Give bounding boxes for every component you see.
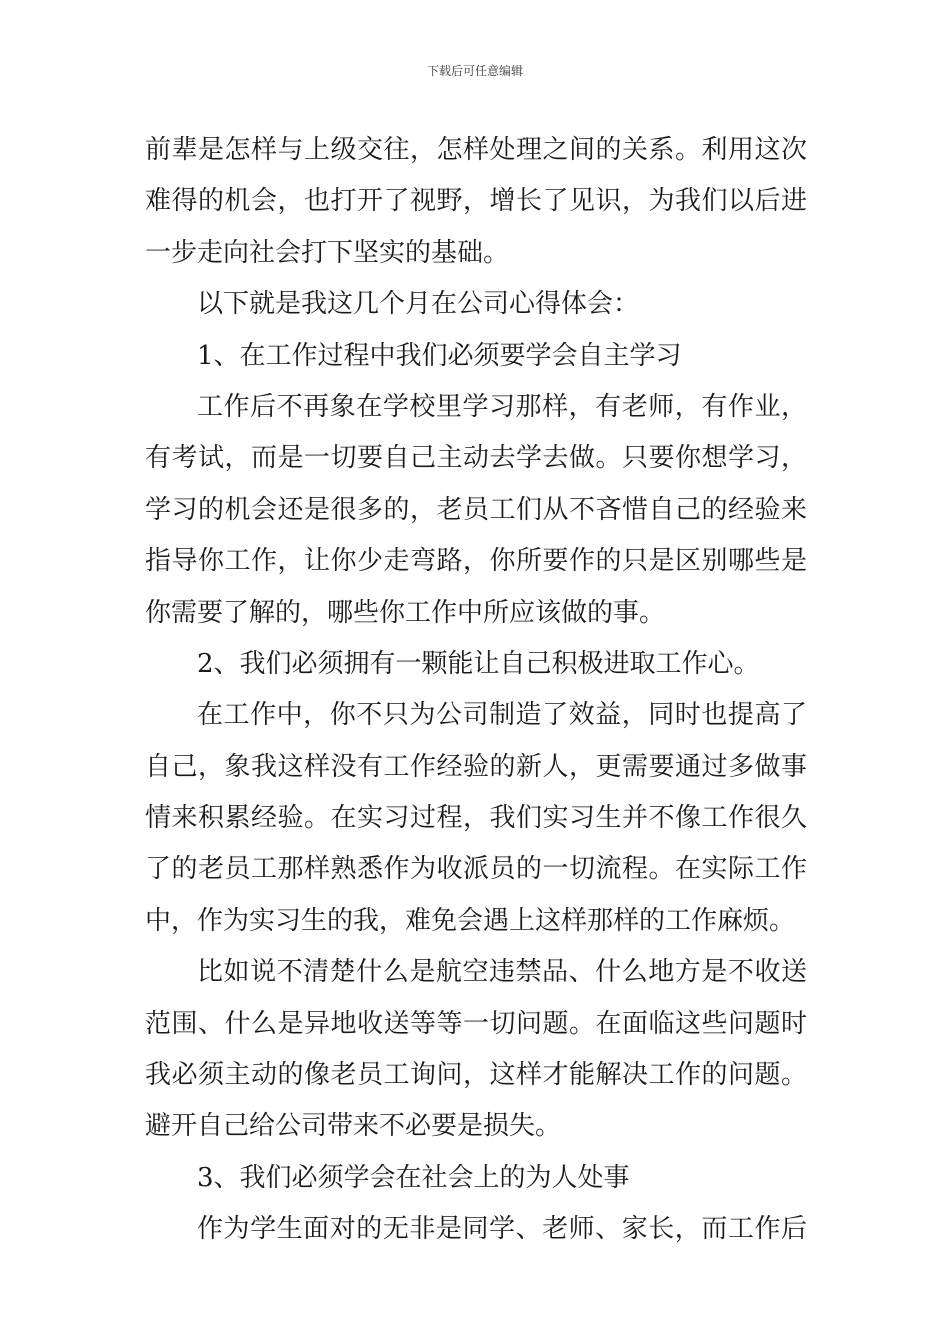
text-line: 你需要了解的，哪些你工作中所应该做的事。	[145, 597, 666, 628]
text-line: 学习的机会还是很多的，老员工们从不吝惜自己的经验来	[145, 494, 807, 525]
text-line: 范围、什么是异地收送等等一切问题。在面临这些问题时	[145, 1008, 807, 1039]
text-line: 在工作中，你不只为公司制造了效益，同时也提高了	[197, 700, 807, 731]
text-line: 3、我们必须学会在社会上的为人处事	[197, 1162, 630, 1193]
text-line: 难得的机会，也打开了视野，增长了见识，为我们以后进	[145, 186, 807, 217]
page-header: 下载后可任意编辑	[426, 64, 523, 78]
section-heading-2	[145, 639, 807, 690]
text-line: 中，作为实习生的我，难免会遇上这样那样的工作麻烦。	[145, 905, 796, 936]
text-line: 情来积累经验。在实习过程，我们实习生并不像工作很久	[145, 803, 807, 834]
section-heading-1	[145, 331, 807, 382]
paragraph-work-attitude	[145, 690, 807, 947]
text-line: 有考试，而是一切要自己主动去学去做。只要你想学习，	[145, 443, 807, 474]
text-line: 2、我们必须拥有一颗能让自己积极进取工作心。	[197, 648, 760, 679]
text-line: 前辈是怎样与上级交往，怎样处理之间的关系。利用这次	[145, 135, 807, 165]
text-line: 我必须主动的像老员工询问，这样才能解决工作的问题。	[145, 1060, 807, 1091]
paragraph-social-skills	[145, 1204, 807, 1255]
text-line: 1、在工作过程中我们必须要学会自主学习	[197, 340, 682, 371]
section-heading-3	[145, 1153, 807, 1204]
paragraph-intro-continuation	[145, 125, 807, 279]
text-line: 指导你工作，让你少走弯路，你所要作的只是区别哪些是	[145, 546, 807, 577]
text-line: 以下就是我这几个月在公司心得体会：	[197, 289, 640, 320]
text-line: 自己，象我这样没有工作经验的新人，更需要通过多做事	[145, 751, 807, 782]
text-line: 了的老员工那样熟悉作为收派员的一切流程。在实际工作	[145, 854, 807, 885]
paragraph-summary-intro	[145, 279, 807, 330]
text-line: 作为学生面对的无非是同学、老师、家长，而工作后	[197, 1214, 807, 1245]
text-line: 避开自己给公司带来不必要是损失。	[145, 1111, 562, 1142]
text-line: 比如说不清楚什么是航空违禁品、什么地方是不收送	[197, 957, 807, 988]
text-line: 工作后不再象在学校里学习那样，有老师，有作业，	[197, 391, 807, 422]
paragraph-self-study	[145, 382, 807, 639]
document-body	[145, 125, 807, 1256]
text-line: 一步走向社会打下坚实的基础。	[145, 237, 510, 268]
paragraph-examples	[145, 947, 807, 1153]
